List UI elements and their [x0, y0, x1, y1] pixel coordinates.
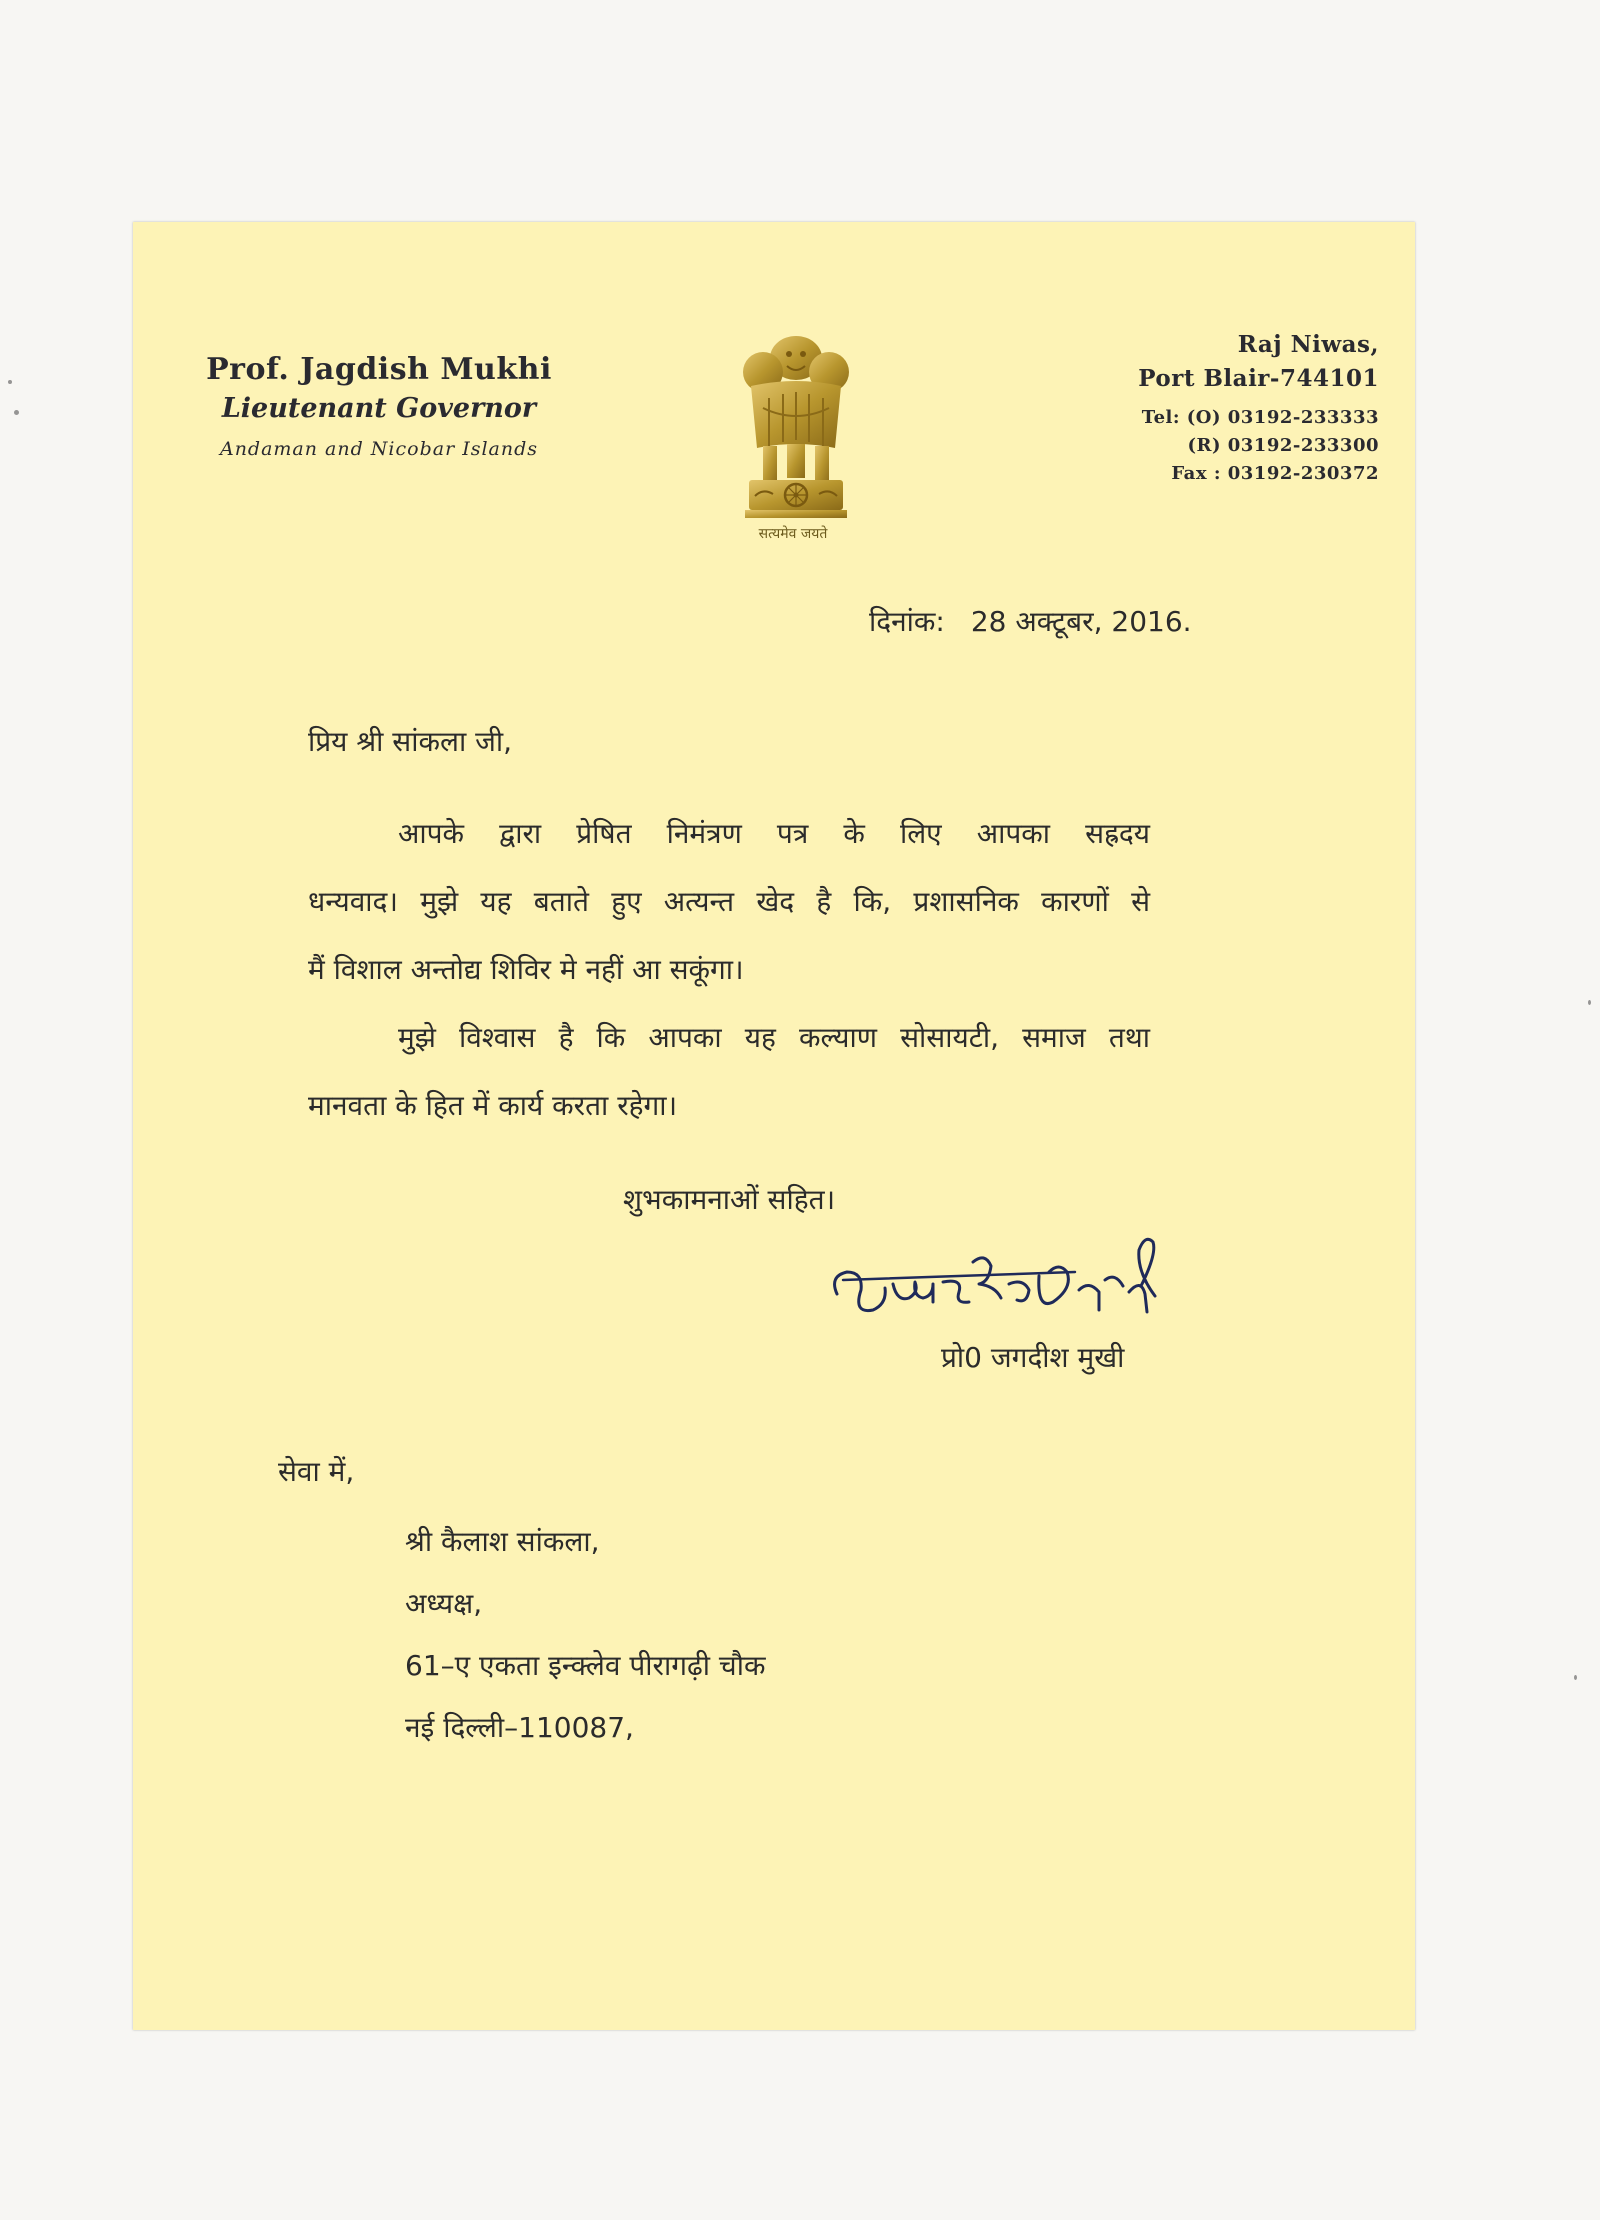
recipient-city: नई दिल्ली–110087, — [405, 1711, 634, 1744]
sender-territory: Andaman and Nicobar Islands — [219, 438, 539, 460]
handwritten-signature — [823, 1232, 1183, 1352]
recipient-address: 61–ए एकता इन्क्लेव पीरागढ़ी चौक — [405, 1649, 766, 1682]
body-line-text: आपके द्वारा प्रेषित निमंत्रण पत्र के लिए आपका सह्रदय — [398, 817, 1150, 850]
sender-designation: Lieutenant Governor — [221, 393, 537, 424]
letter-paper — [133, 222, 1415, 2030]
letterhead-sender — [169, 352, 589, 460]
salutation: प्रिय श्री सांकला जी, — [308, 725, 513, 758]
address-line-1: Raj Niwas, — [1237, 331, 1379, 358]
scan-speck — [1574, 1675, 1577, 1680]
letterhead-address — [959, 328, 1379, 488]
body-line — [308, 1004, 1150, 1072]
recipient-designation: अध्यक्ष, — [405, 1587, 483, 1620]
tel-office: Tel: (O) 03192-233333 — [1141, 407, 1379, 428]
emblem-motto: सत्यमेव जयते — [758, 526, 828, 542]
closing-greeting: शुभकामनाओं सहित। — [623, 1183, 836, 1216]
letter-body-paragraph-1 — [308, 800, 1150, 1140]
body-line-text: मुझे विश्वास है कि आपका यह कल्याण सोसायटी, समाज तथा — [398, 1021, 1150, 1054]
tel-residence: (R) 03192-233300 — [1187, 435, 1379, 456]
body-line: मानवता के हित में कार्य करता रहेगा। — [308, 1089, 678, 1122]
recipient-name: श्री कैलाश सांकला, — [405, 1525, 600, 1558]
letter-date — [869, 602, 1192, 640]
scan-speck — [14, 410, 19, 415]
date-value: 28 अक्टूबर, 2016. — [970, 605, 1192, 638]
national-emblem-icon — [729, 328, 863, 528]
body-line: धन्यवाद। मुझे यह बताते हुए अत्यन्त खेद है कि, प्रशासनिक कारणों से — [308, 885, 1150, 918]
scan-speck — [1588, 1000, 1591, 1005]
sender-name: Prof. Jagdish Mukhi — [206, 352, 552, 387]
body-line — [308, 800, 1150, 868]
body-line: मैं विशाल अन्तोद्य शिविर मे नहीं आ सकूंगा। — [308, 953, 744, 986]
date-label: दिनांक: — [869, 605, 945, 638]
recipient-to-label: सेवा में, — [278, 1455, 355, 1488]
scan-speck — [8, 380, 12, 384]
signatory-name: प्रो0 जगदीश मुखी — [941, 1341, 1125, 1374]
fax-number: Fax : 03192-230372 — [1171, 463, 1379, 484]
address-line-2: Port Blair-744101 — [1138, 365, 1379, 392]
